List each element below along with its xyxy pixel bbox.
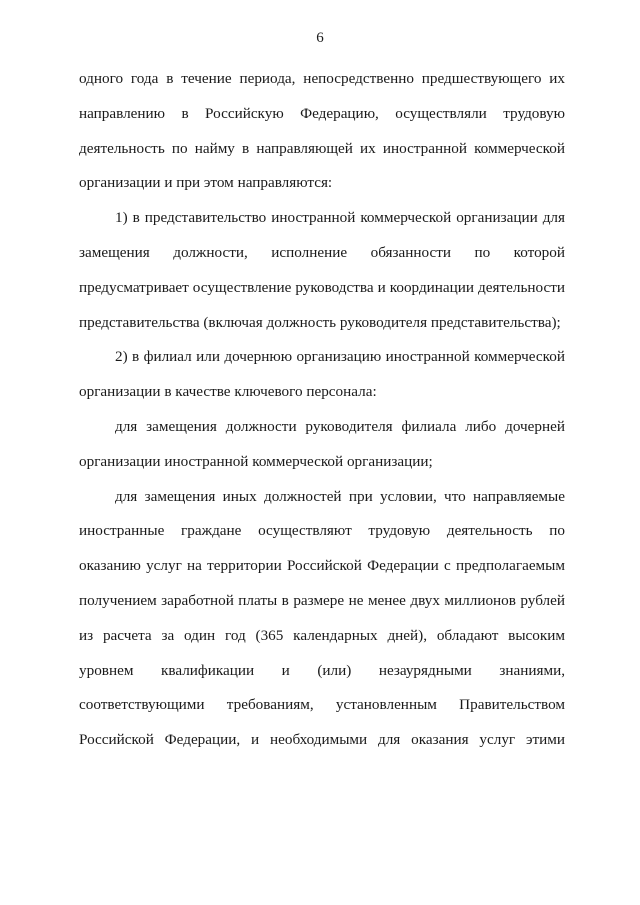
document-body — [79, 62, 565, 758]
paragraph-item-2: 2) в филиал или дочернюю организацию иностранной коммерческой организации в качестве ключевого персонала: — [79, 348, 565, 401]
paragraph-item-1: 1) в представительство иностранной коммерческой организации для замещения должности, исполнение обязанности по которой предусматривает осуществление руководства и координации деятельности представительства (включая должность руководителя представительства); — [79, 209, 565, 331]
page-number: 6 — [316, 30, 324, 46]
paragraph-subitem-head: для замещения должности руководителя филиала либо дочерней организации иностранной коммерческой организации; — [79, 417, 565, 470]
paragraph-continuation: одного года в течение периода, непосредственно предшествующего их направлению в Российскую Федерацию, осуществляли трудовую деятельность по найму в направляющей их иностранной коммерческой организации и при этом направляются: — [79, 70, 565, 192]
paragraph-subitem-other: для замещения иных должностей при условии, что направляемые иностранные граждане осуществляют трудовую деятельность по оказанию услуг на территории Российской Федерации с предполагаемым получением заработной платы в размере не менее двух миллионов рублей из расчета за один год (365 календарных дней), обладают высоким уровнем квалификации и (или) незаурядными знаниями, соответствующими требованиям, установленным Правительством Российской Федерации, и необходимыми для оказания услуг этими — [79, 487, 565, 749]
